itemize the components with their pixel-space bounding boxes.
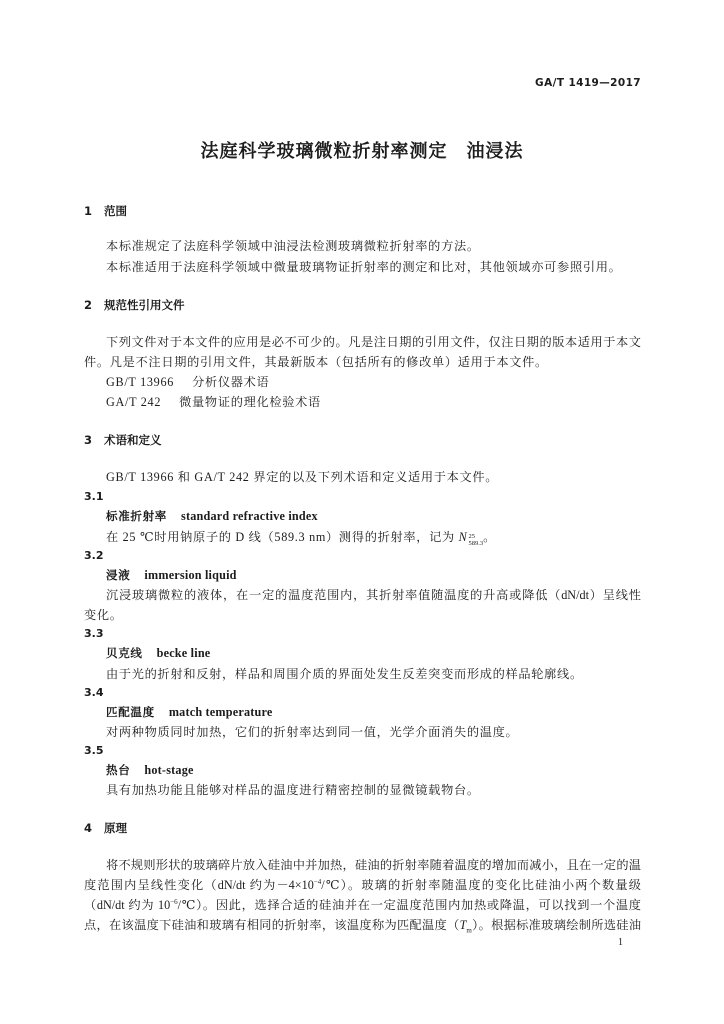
section-heading-scope — [84, 202, 127, 220]
principle-text: 点，在该温度下硅油和玻璃有相同的折射率，该温度称为匹配温度（ — [84, 918, 460, 932]
term-definition-line: 沉浸玻璃微粒的液体，在一定的温度范围内，其折射率值随温度的升高或降低（dN/dt）呈线性 — [106, 588, 641, 602]
section-heading-terms — [84, 431, 162, 449]
reference-title: 微量物证的理化检验术语 — [179, 395, 321, 409]
standard-number: GA/T 1419—2017 — [535, 77, 641, 89]
section-title: 范围 — [104, 204, 127, 218]
temperature-symbol: T — [459, 918, 467, 932]
reference-item — [106, 373, 269, 391]
section-number: 4 — [84, 821, 93, 835]
section-heading-normative-references — [84, 296, 185, 314]
scope-paragraph-line: 本标准规定了法庭科学领域中油浸法检测玻璃微粒折射率的方法。 — [106, 239, 480, 253]
section-title: 原理 — [104, 821, 127, 835]
terms-intro: GB/T 13966 和 GA/T 242 界定的以及下列术语和定义适用于本文件。 — [106, 470, 499, 484]
term-number: 3.4 — [84, 686, 104, 699]
term-number: 3.2 — [84, 549, 104, 562]
principle-text: 度范围内呈线性变化（dN/dt 约为－4×10 — [84, 878, 314, 892]
term-zh: 标准折射率 — [106, 509, 167, 523]
references-paragraph-line: 下列文件对于本文件的应用是必不可少的。凡是注日期的引用文件，仅注日期的版本适用于本文 — [106, 335, 641, 349]
principle-line — [84, 876, 641, 894]
document-title: 法庭科学玻璃微粒折射率测定 油浸法 — [200, 141, 524, 162]
term-number: 3.5 — [84, 744, 104, 757]
page-number: 1 — [618, 937, 623, 948]
reference-title: 分析仪器术语 — [192, 375, 270, 389]
reference-code: GA/T 242 — [106, 395, 162, 409]
section-heading-principle — [84, 819, 127, 837]
section-title: 术语和定义 — [104, 433, 162, 447]
symbol-subscript: m — [466, 926, 472, 935]
term-en: standard refractive index — [181, 509, 318, 523]
term-en: match temperature — [168, 705, 273, 719]
reference-code: GB/T 13966 — [106, 375, 175, 389]
principle-text: /℃）。玻璃的折射率随温度的变化比硅油小两个数量级 — [321, 878, 641, 892]
principle-text: （dN/dt 约为 10 — [84, 898, 171, 912]
term-zh: 贝克线 — [106, 646, 143, 660]
symbol-subscript: 589.3 — [468, 540, 484, 547]
term-label — [106, 507, 318, 525]
term-label — [106, 566, 237, 584]
term-en: immersion liquid — [144, 568, 237, 582]
symbol-superscript: 25 — [468, 533, 476, 540]
term-definition-line: 由于光的折射和反射，样品和周围介质的界面处发生反差突变而形成的样品轮廓线。 — [106, 667, 583, 681]
exponent: −4 — [313, 877, 322, 886]
term-definition — [106, 528, 496, 546]
term-en: hot-stage — [144, 763, 194, 777]
term-definition-line: 具有加热功能且能够对样品的温度进行精密控制的显微镜载物台。 — [106, 783, 480, 797]
refractive-index-symbol: N — [458, 530, 468, 544]
section-number: 3 — [84, 433, 93, 447]
principle-line — [84, 896, 641, 914]
term-label — [106, 644, 210, 662]
term-label — [106, 703, 273, 721]
term-number: 3.3 — [84, 627, 104, 640]
term-zh: 匹配温度 — [106, 705, 155, 719]
references-paragraph-line: 件。凡是不注日期的引用文件，其最新版本（包括所有的修改单）适用于本文件。 — [84, 355, 548, 369]
exponent: −6 — [170, 897, 178, 906]
term-en: becke line — [156, 646, 211, 660]
section-number: 1 — [84, 204, 93, 218]
definition-text: 在 25 ℃时用钠原子的 D 线（589.3 nm）测得的折射率，记为 — [106, 530, 459, 544]
term-definition-line: 对两种物质同时加热，它们的折射率达到同一值，光学介面消失的温度。 — [106, 725, 519, 739]
term-number: 3.1 — [84, 490, 104, 503]
reference-item — [106, 393, 321, 411]
term-zh: 浸液 — [106, 568, 131, 582]
principle-text: /℃）。因此，选择合适的硅油并在一定温度范围内加热或降温，可以找到一个温度 — [177, 898, 641, 912]
symbol-indices — [469, 533, 484, 547]
term-label — [106, 761, 194, 779]
scope-paragraph-line: 本标准适用于法庭科学领域中微量玻璃物证折射率的测定和比对，其他领域亦可参照引用。 — [106, 260, 622, 274]
principle-text: ）。根据标准玻璃绘制所选硅油 — [471, 918, 642, 932]
term-definition-line: 变化。 — [84, 608, 123, 622]
principle-line: 将不规则形状的玻璃碎片放入硅油中并加热，硅油的折射率随着温度的增加而减小，且在一定的温 — [106, 858, 641, 872]
section-title: 规范性引用文件 — [104, 298, 185, 312]
definition-end: 。 — [483, 530, 497, 544]
section-number: 2 — [84, 298, 93, 312]
term-zh: 热台 — [106, 763, 131, 777]
principle-line — [84, 916, 641, 934]
